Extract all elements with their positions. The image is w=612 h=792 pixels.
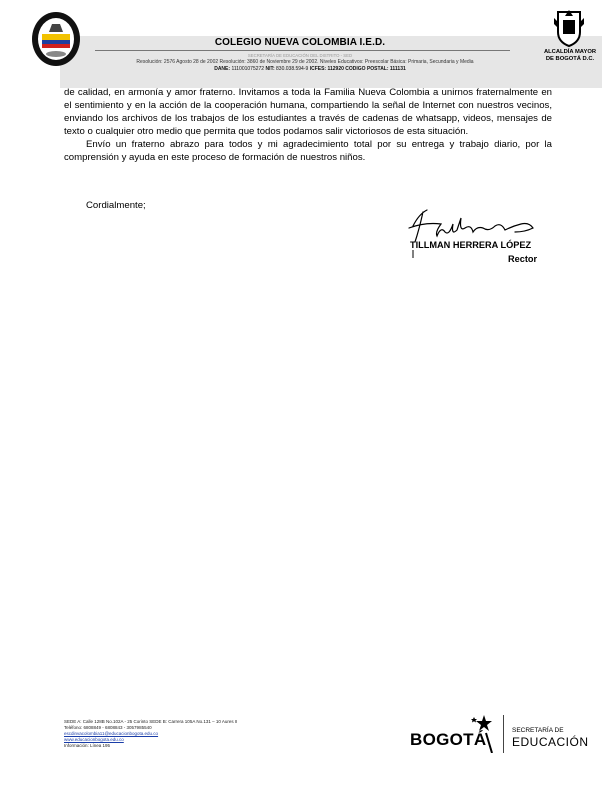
brand-divider xyxy=(503,715,504,753)
school-name: COLEGIO NUEVA COLOMBIA I.E.D. xyxy=(214,37,386,48)
nit-value: 830.038.594-9 xyxy=(276,66,309,72)
closing-text: Cordialmente; xyxy=(86,200,146,211)
icfes-value: 112920 xyxy=(327,66,344,72)
footer-contact xyxy=(64,719,364,749)
signer-role: Rector xyxy=(508,254,538,264)
dane-label: DANE: xyxy=(214,66,231,72)
icfes-label: ICFES: xyxy=(309,66,327,72)
paragraph-1: de calidad, en armonía y amor fraterno. Invitamos a toda la Familia Nueva Colombia a unirnos fraternalmente en el sentimiento y en la acción de la cooperación humana, compartiendo la señal de Internet con nuestros vecinos, enviando los archivos de los trabajos de los estudiantes a través de cadenas de whatsapp, videos, mensajes de texto o cualquier otro medio que permita que todos podamos salir victoriosos de esta situación. xyxy=(64,87,552,137)
bogota-star-icon xyxy=(470,713,494,753)
footer-website-link[interactable]: www.educacionbogota.edu.co xyxy=(64,737,124,742)
educacion-label: EDUCACIÓN xyxy=(512,735,589,749)
dane-line xyxy=(100,66,520,72)
letter-body xyxy=(64,86,552,164)
bogota-crest-icon xyxy=(552,8,586,48)
nit-label: NIT: xyxy=(265,66,275,72)
alcaldia-label xyxy=(534,49,606,63)
footer-email-link[interactable]: escdinvacolombia11@educacionbogota.edu.co xyxy=(64,731,159,736)
postal-label: CODIGO POSTAL: xyxy=(345,66,389,72)
dane-value: 111001075272 xyxy=(231,66,265,72)
signer-name: TILLMAN HERRERA LÓPEZ xyxy=(410,240,532,250)
footer-phones: Teléfono: 6808849 - 6808843 - 3057985540 xyxy=(64,725,152,730)
footer-info-line: Información: Línea 195 xyxy=(64,743,111,748)
alcaldia-line-1: ALCALDÍA MAYOR xyxy=(543,49,597,55)
footer-sedes: SEDE A: Calle 128B No.102A - 25 Corinto SEDE B: Carrera 105A No.131 – 10 Aures II xyxy=(64,719,238,724)
school-seal-icon xyxy=(30,10,82,68)
alcaldia-line-2: DE BOGOTÁ D.C. xyxy=(545,56,595,62)
secretaria-educacion-brand xyxy=(512,727,589,749)
resolution-line: Resolución: 2576 Agosto 28 de 2002 Resolución: 3860 de Noviembre 29 de 2002. Niveles Educativos: Preescolar Básica: Primaria, Secundaria y Media xyxy=(136,59,474,65)
paragraph-2: Envío un fraterno abrazo para todos y mi agradecimiento total por su entrega y trabajo diario, por la comprensión y ayuda en este proceso de formación de nuestros niños. xyxy=(64,139,552,163)
bogota-brand: BOGOTÁ xyxy=(410,730,487,749)
secretaria-small-label: SECRETARÍA DE xyxy=(512,727,564,734)
secretaria-line: SECRETARÍA DE EDUCACIÓN DEL DISTRITO - SED xyxy=(247,53,353,58)
postal-value: 111131 xyxy=(389,66,406,72)
header-divider xyxy=(95,50,510,51)
